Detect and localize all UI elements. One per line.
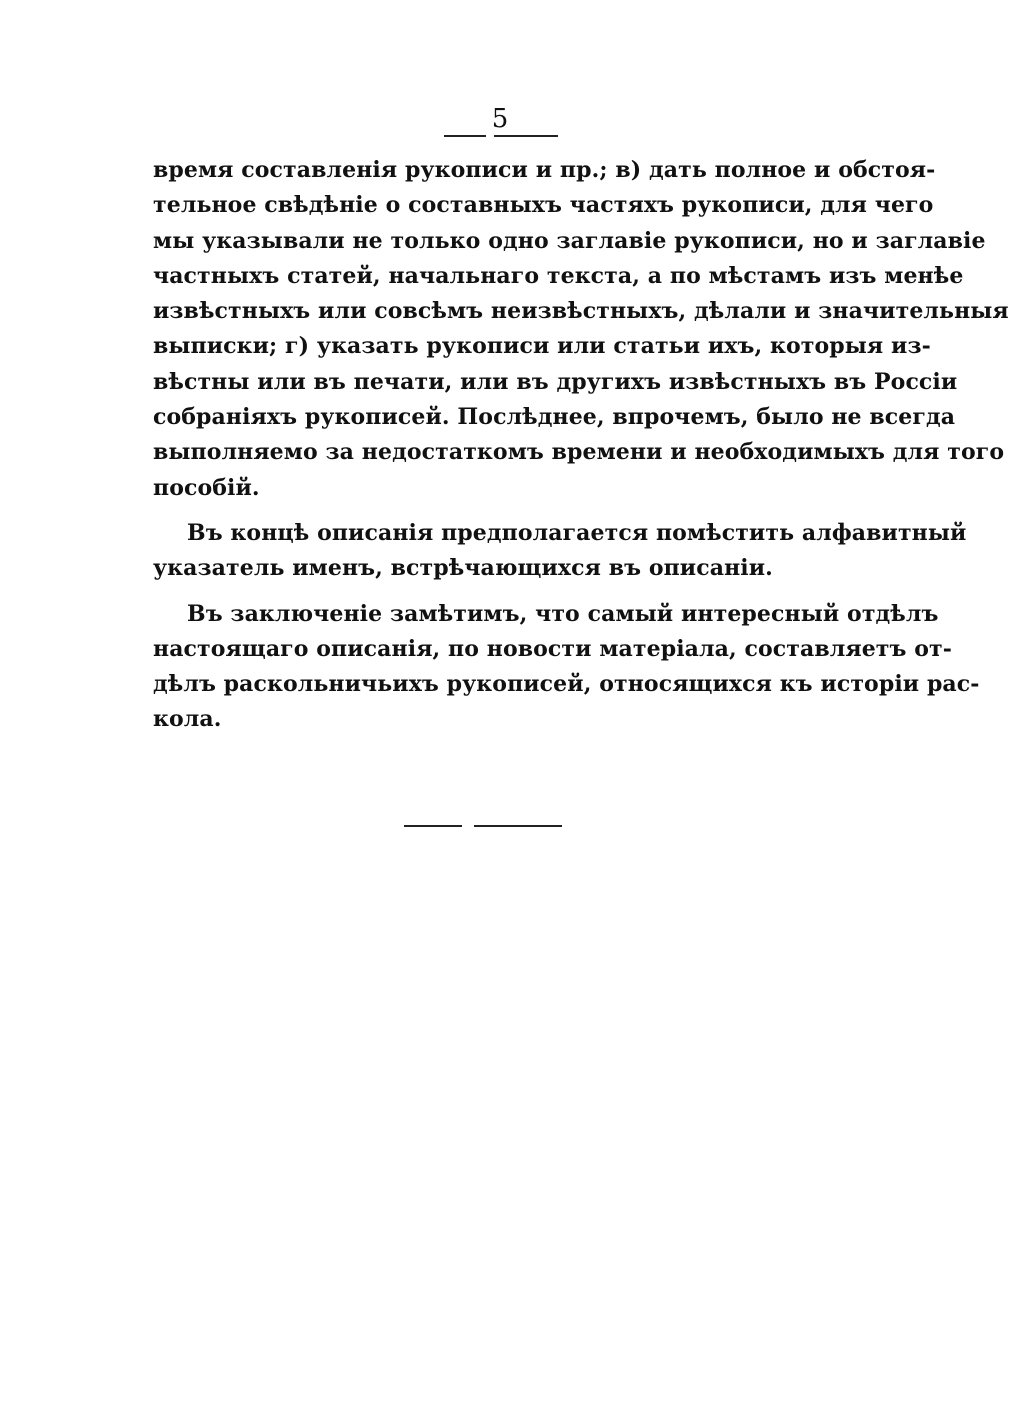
paragraph-spacer — [153, 506, 850, 516]
paragraph-1-line-3: мы указывали не только одно заглавіе рукописи, но и заглавіе — [153, 227, 986, 254]
paragraph-3-line-1: Въ заключеніе замѣтимъ, что самый интересный отдѣлъ — [187, 600, 939, 627]
paragraph-2-line-1: Въ концѣ описанія предполагается помѣстить алфавитный — [187, 519, 967, 546]
paragraph-3-line-2: настоящаго описанія, по новости матеріала, составляетъ от- — [153, 635, 953, 662]
paragraph-spacer — [153, 587, 850, 597]
paragraph-3-line-4: кола. — [153, 706, 222, 733]
paragraph-3-line-3: дѣлъ раскольничьихъ рукописей, относящихся къ исторіи рас- — [153, 671, 980, 698]
paragraph-1-line-2: тельное свѣдѣніе о составныхъ частяхъ рукописи, для чего — [153, 192, 934, 219]
paragraph-1-line-10: пособій. — [153, 474, 260, 501]
paragraph-1-line-5: извѣстныхъ или совсѣмъ неизвѣстныхъ, дѣлали и значительныя — [153, 298, 1009, 325]
paragraph-1-line-4: частныхъ статей, начальнаго текста, а по мѣстамъ изъ менѣе — [153, 262, 964, 289]
header-rule-right — [494, 135, 558, 137]
paragraph-1-line-6: выписки; г) указать рукописи или статьи ихъ, которыя из- — [153, 333, 931, 360]
paragraph-1-line-9: выполняемо за недостаткомъ времени и необходимыхъ для того — [153, 439, 1005, 466]
footer-rule-left — [404, 825, 462, 827]
page-number: 5 — [491, 104, 509, 134]
body-text — [153, 153, 1009, 738]
footer-rule-right — [474, 825, 562, 827]
paragraph-1-line-1: время составленія рукописи и пр.; в) дать полное и обстоя- — [153, 157, 936, 183]
paragraph-1-line-7: вѣстны или въ печати, или въ другихъ извѣстныхъ въ Россіи — [153, 368, 958, 395]
header-rule-left — [444, 135, 486, 137]
paragraph-1-line-8: собраніяхъ рукописей. Послѣднее, впрочемъ, было не всегда — [153, 404, 956, 431]
paragraph-2-line-2: указатель именъ, встрѣчающихся въ описаніи. — [153, 555, 773, 582]
